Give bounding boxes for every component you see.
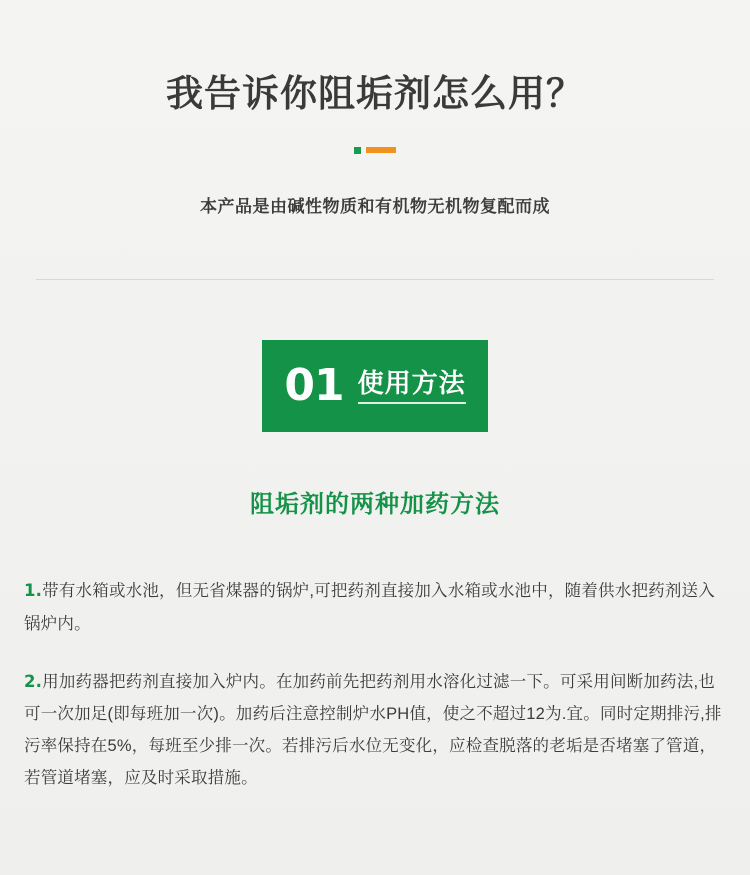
page-subtitle: 本产品是由碱性物质和有机物无机物复配而成 [200,197,550,217]
section-badge-wrapper [0,340,750,432]
list-item [24,666,726,795]
list-item-text: 带有水箱或水池，但无省煤器的锅炉,可把药剂直接加入水箱或水池中，随着供水把药剂送入锅炉内。 [24,582,715,633]
section-badge [262,340,488,432]
decorative-divider [0,146,750,154]
body-content [24,575,726,794]
list-item-text: 用加药器把药剂直接加入炉内。在加药前先把药剂用水溶化过滤一下。可采用间断加药法,也可一次加足(即每班加一次)。加药后注意控制炉水PH值，使之不超过12为.宜。同时定期排污,排污率保持在5%，每班至少排一次。若排污后水位无变化，应检查脱落的老垢是否堵塞了管道，若管道堵塞，应及时采取措施。 [24,672,722,788]
square-dot-icon [354,147,361,154]
section-label-underline [358,402,466,404]
list-item-index: 2. [24,671,43,691]
list-item [24,575,726,639]
horizontal-rule [36,279,714,280]
page-header [0,0,750,280]
bar-dot-icon [366,147,396,153]
page-title: 我告诉你阻垢剂怎么用？ [166,73,584,114]
section-number: 01 [284,360,344,412]
section-label: 使用方法 [357,368,466,399]
section-label-wrapper [358,369,466,404]
list-item-index: 1. [24,581,43,601]
section-heading: 阻垢剂的两种加药方法 [250,491,500,519]
